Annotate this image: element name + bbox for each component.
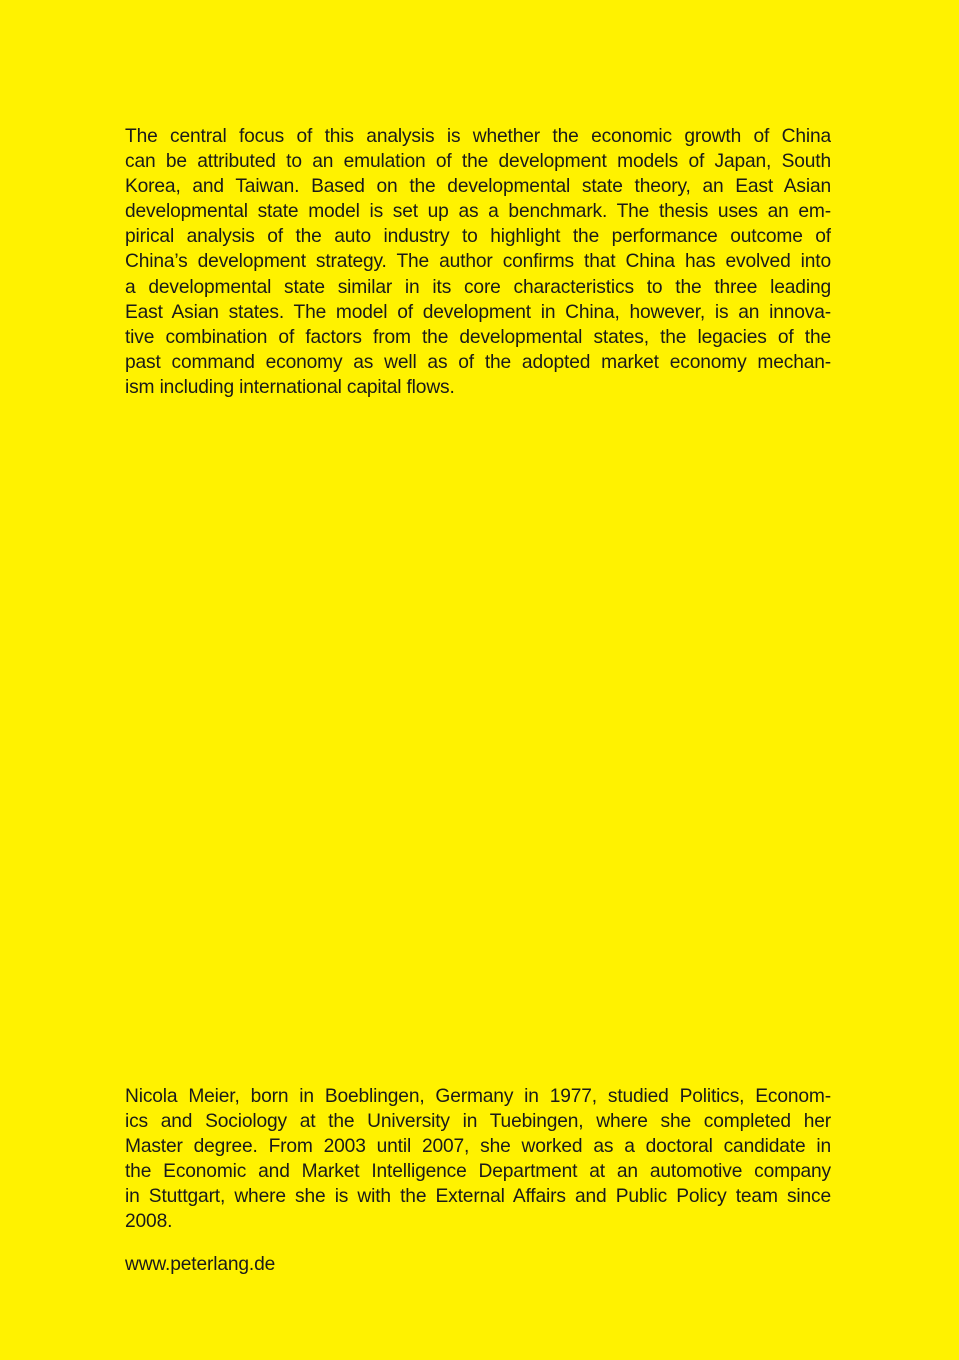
abstract-line: ism including international capital flows. xyxy=(125,376,455,398)
abstract-line: developmental state model is set up as a benchmark. The thesis uses an em- xyxy=(125,201,831,223)
publisher-website: www.peterlang.de xyxy=(125,1254,276,1275)
abstract-line: a developmental state similar in its core characteristics to the three leading xyxy=(125,276,831,298)
bio-line: the Economic and Market Intelligence Department at an automotive company xyxy=(125,1161,831,1183)
abstract-line: The central focus of this analysis is whether the economic growth of China xyxy=(125,126,831,147)
abstract-line: pirical analysis of the auto industry to highlight the performance outcome of xyxy=(125,226,831,248)
bio-line: ics and Sociology at the University in Tuebingen, where she completed her xyxy=(125,1111,831,1133)
author-bio-paragraph xyxy=(125,1084,831,1235)
abstract-line: China’s development strategy. The author confirms that China has evolved into xyxy=(125,251,831,273)
abstract-line: tive combination of factors from the developmental states, the legacies of the xyxy=(125,326,831,348)
abstract-line: past command economy as well as of the adopted market economy mechan- xyxy=(125,351,831,373)
abstract-paragraph xyxy=(125,124,831,400)
bio-line: Nicola Meier, born in Boeblingen, Germany in 1977, studied Politics, Econom- xyxy=(125,1086,831,1107)
bio-line: 2008. xyxy=(125,1211,173,1233)
abstract-line: can be attributed to an emulation of the development models of Japan, South xyxy=(125,151,831,173)
bio-line: Master degree. From 2003 until 2007, she worked as a doctoral candidate in xyxy=(125,1136,831,1158)
abstract-line: Korea, and Taiwan. Based on the developmental state theory, an East Asian xyxy=(125,176,831,198)
bio-line: in Stuttgart, where she is with the External Affairs and Public Policy team since xyxy=(125,1186,831,1208)
abstract-line: East Asian states. The model of development in China, however, is an innova- xyxy=(125,301,831,323)
